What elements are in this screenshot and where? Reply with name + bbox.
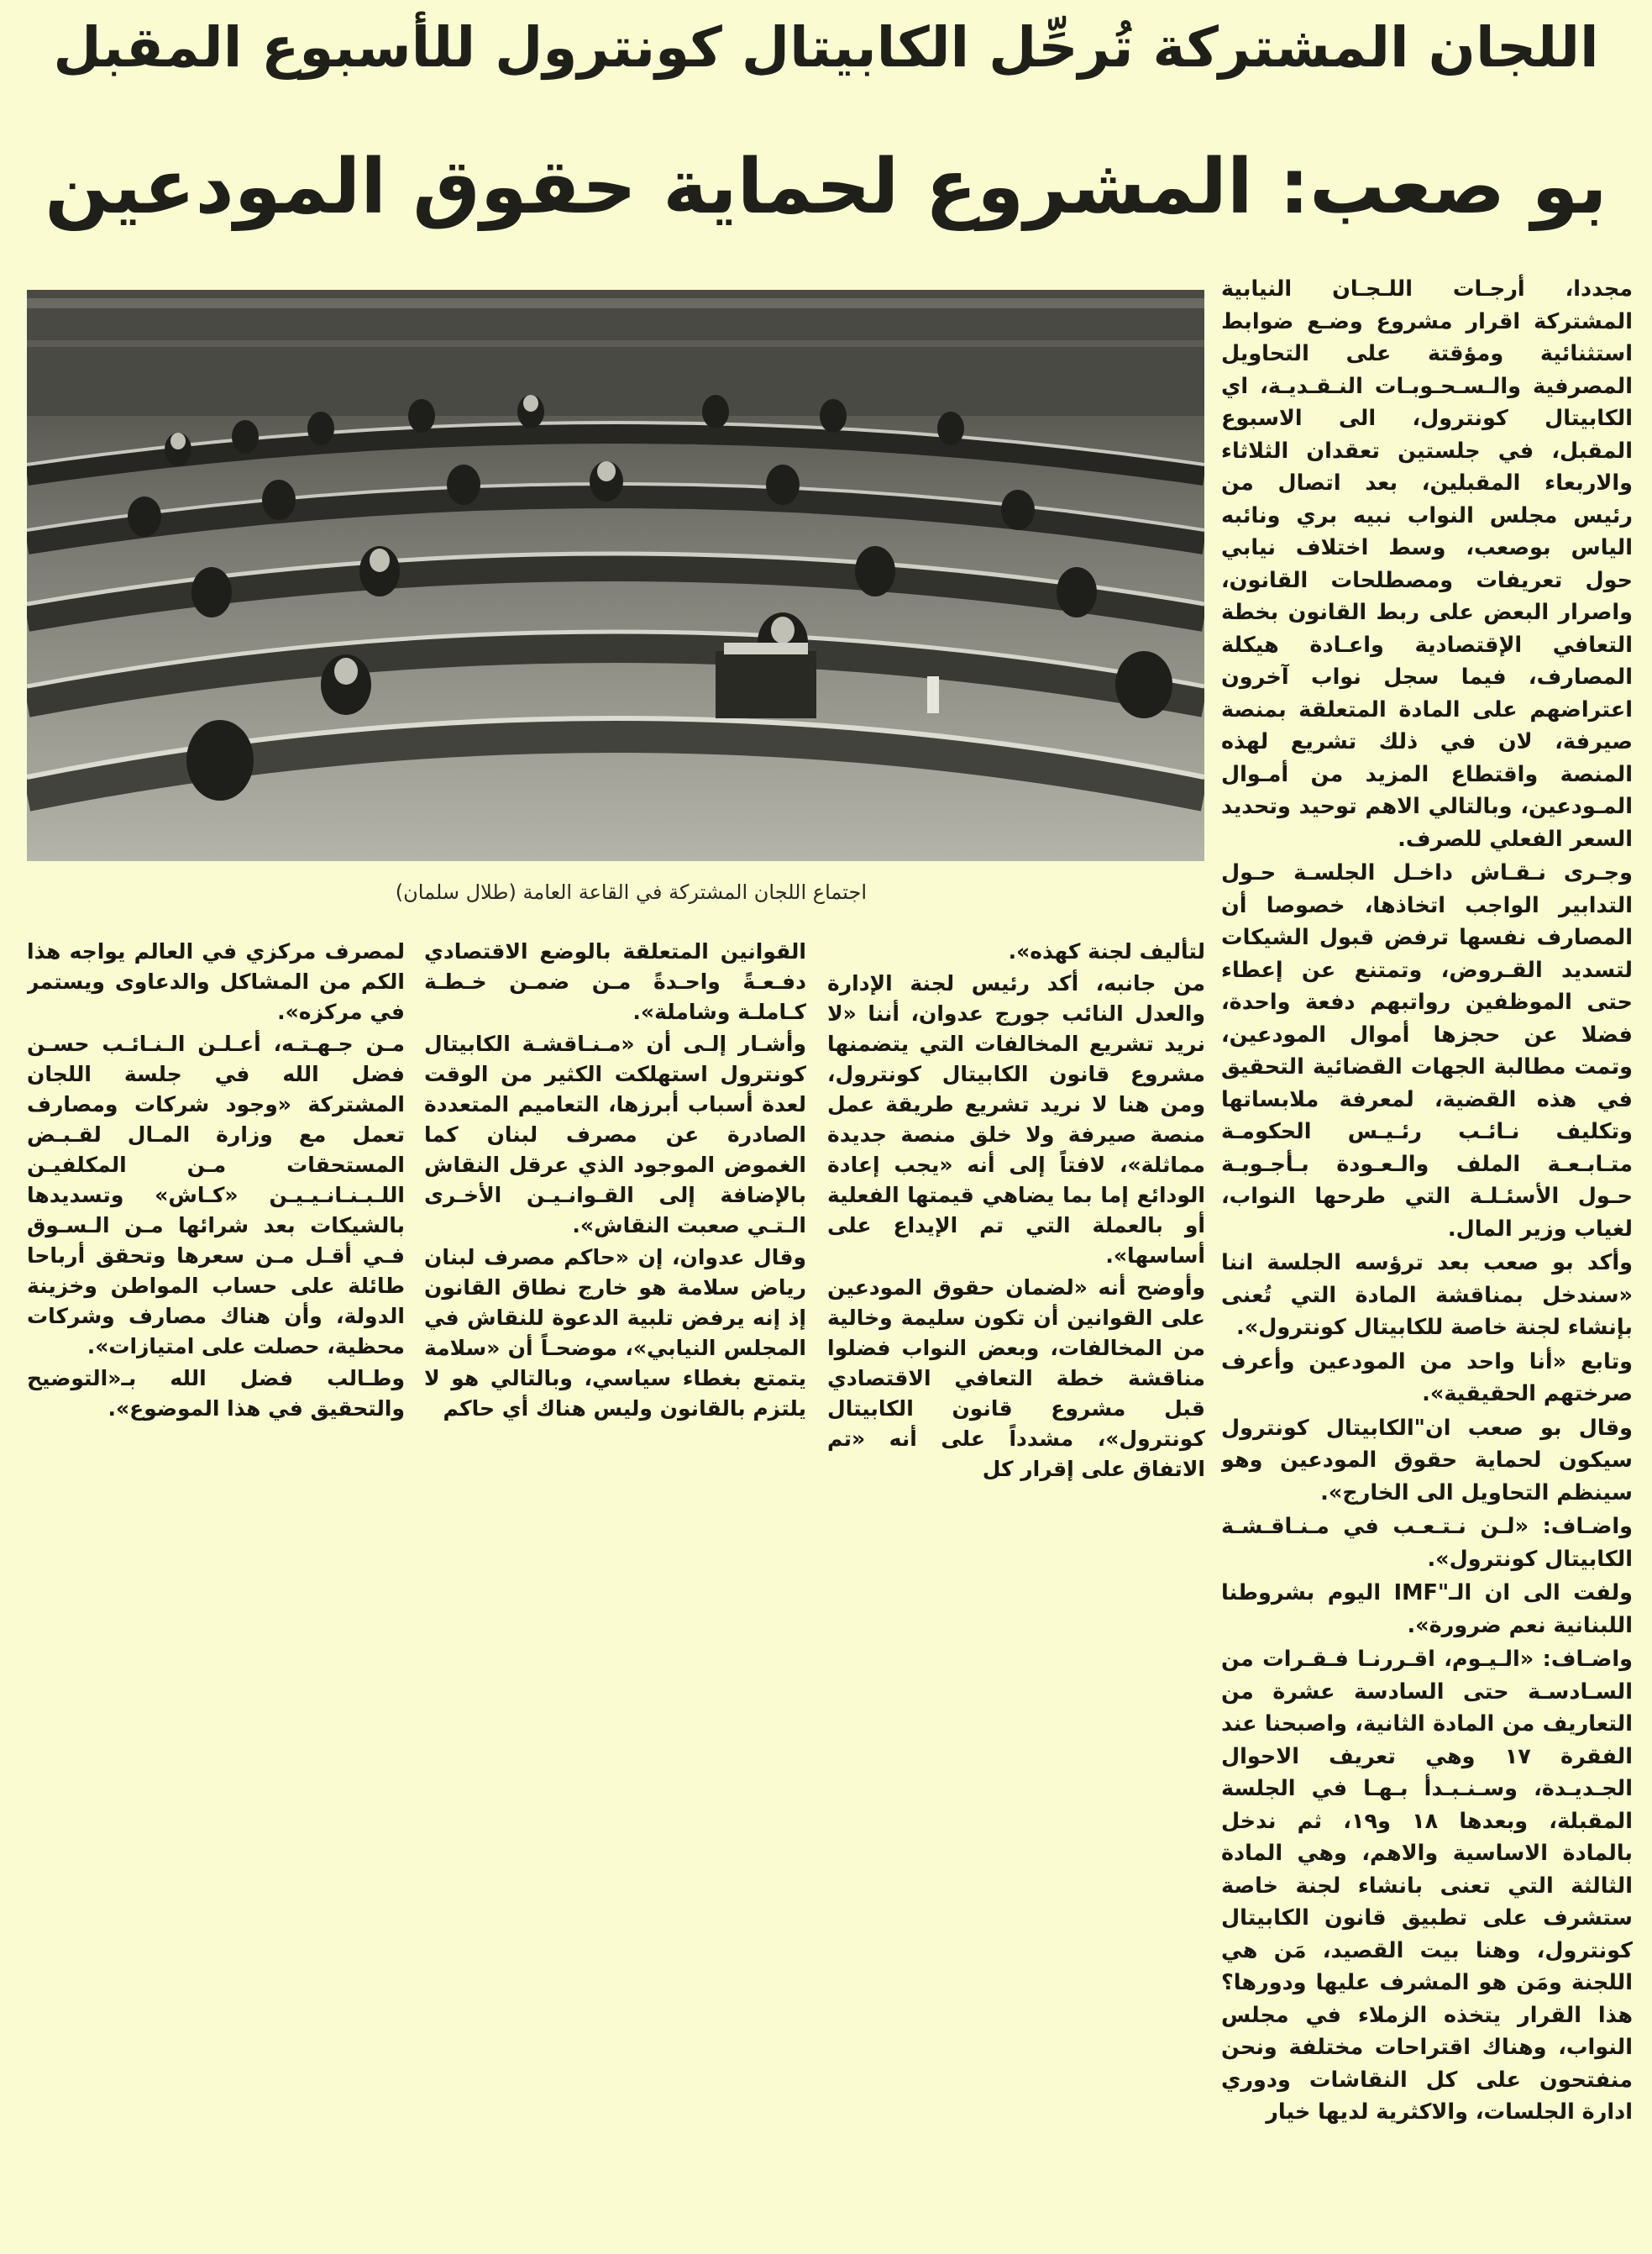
photo-caption: اجتماع اللجان المشتركة في القاعة العامة (طلال سلمان) [395, 880, 867, 904]
main-headline: بو صعب: المشروع لحماية حقوق المودعين [45, 143, 1607, 231]
kicker-headline: اللجان المشتركة تُرحِّل الكابيتال كونترول للأسبوع المقبل [53, 15, 1599, 80]
paragraph: القوانين المتعلقة بالوضع الاقتصادي دفـعـةً واحـدةً مـن ضمـن خـطـة كـاملـة وشاملة». [424, 939, 806, 1024]
article-column-right [1221, 273, 1633, 2243]
article-column-1 [827, 937, 1205, 1659]
paragraph: لمصرف مركزي في العالم يواجه هذا الكم من المشاكل والدعاوى ويستمر في مركزه». [27, 939, 405, 1024]
paragraph: وقال بو صعب ان"الكابيتال كونترول سيكون لحماية حقوق المودعين وهو سينظم التحاويل الى الخارج». [1221, 1415, 1633, 1505]
parliament-photo [27, 290, 1204, 861]
paragraph: واضـاف: «الـيـوم، اقـررنـا فـقـرات من السـادسـة حتى السادسة عشرة من التعاريف من المادة الثانية، واصبحنا عند الفقرة ١٧ وهي تعريف الاحوال الجـديـدة، وسـنـبـدأ بـهـا في الجلسة المقبلة، وبعدها ١٨ و١٩، ثم ندخل بالمادة الاساسية والاهم، وهي المادة الثالثة التي تعنى بانشاء لجنة خاصة ستشرف على تطبيق قانون الكابيتال كونترول، وهنا بيت القصيد، مَن هي اللجنة ومَن هو المشرف عليها ودورها؟ هذا القرار يتخذه الزملاء في مجلس النواب، وهناك اقتراحات مختلفة ونحن منفتحون على كل النقاشات ودوري ادارة الجلسات، والاكثرية لديها خيار [1221, 1647, 1633, 2125]
paragraph: وقال عدوان، إن «حاكم مصرف لبنان رياض سلامة هو خارج نطاق القانون إذ إنه يرفض تلبية الدعوة للنقاش في المجلس النيابي»، موضحـاً أن «سلامة يتمتع بغطاء سياسي، وبالتالي هو لا يلتزم بالقانون وليس هناك أي حاكم [424, 1245, 806, 1421]
paragraph: من جانبه، أكد رئيس لجنة الإدارة والعدل النائب جورج عدوان، أننا «لا نريد تشريع المخالفات التي يتضمنها مشروع قانون الكابيتال كونترول، ومن هنا لا نريد تشريع طريقة عمل منصة صيرفة ولا خلق منصة جديدة مماثلة»، لافتاً إلى أنه «يجب إعادة الودائع إما بما يضاهي قيمتها الفعلية أو بالعملة التي تم الإيداع على أساسها». [827, 971, 1205, 1268]
article-column-2 [424, 937, 806, 1659]
paragraph: ولفت الى ان الـ"IMF اليوم بشروطنا اللبنانية نعم ضرورة». [1221, 1580, 1633, 1638]
paragraph: واضـاف: «لـن نـتـعـب في مـنـاقـشـة الكابيتال كونترول». [1221, 1514, 1633, 1572]
paragraph: لتأليف لجنة كهذه». [1008, 939, 1205, 964]
paragraph: مـن جـهـتـه، أعـلـن الـنـائـب حسـن فضل الله في جلسة اللجان المشتركة «وجود شركات ومصارف تعمل مع وزارة المـال لقـبـض المستحقات مـن المكلفيـن اللـبـنـانـيـيـن «كـاش» وتسديدها بالشيكات بعد شرائها مـن الـسـوق فـي أقـل مـن سعرها وتحقق أرباحا طائلة على حساب المواطن وخزينة الدولة، وأن هناك مصارف وشركات محظية، حصلت على امتيازات». [27, 1032, 405, 1358]
article-column-3 [27, 937, 405, 1659]
paragraph: وتابع «أنا واحد من المودعين وأعرف صرختهم الحقيقية». [1221, 1348, 1633, 1406]
paragraph: وطـالب فضل الله بـ«التوضيح والتحقيق في هذا الموضوع». [27, 1366, 405, 1421]
paragraph: وجـرى نـقـاش داخـل الجلسـة حـول التدابير الواجب اتخاذها، خصوصا أن المصارف نفسها ترفض قبول الشيكات لتسديد القـروض، وتمتنع عن إعطاء حتى الموظفين رواتبهم دفعة واحدة، فضلا عن حجزها أموال المودعين، وتمت مطالبة الجهات القضائية التحقيق في هذه القضية، لمعرفة ملابساتها وتكليف نـائـب رئـيـس الحكومـة متـابـعـة الملف والـعـودة بـأجـوبـة حـول الأسئـلـة التي طرحها النواب، لغياب وزير المال. [1221, 860, 1633, 1242]
paragraph: وأشـار إلـى أن «مـنـاقشـة الكابيتال كونترول استهلكت الكثير من الوقت لعدة أسباب أبرزها، التعاميم المتعددة الصادرة عن مصرف لبنان كما الغموض الموجود الذي عرقل النقاش بالإضافة إلى القـوانـيـن الأخـرى الـتـي صعبت النقاش». [424, 1032, 806, 1237]
paragraph: مجددا، أرجـات اللـجـان النيابية المشتركة اقرار مشروع وضـع ضوابط استثنائية ومؤقتة على التحاويل المصرفية والـسـحـوبـات النـقـديـة، اي الكابيتال كونترول، الى الاسبوع المقبل، في جلستين تعقدان الثلاثاء والاربعاء المقبلين، بعد اتصال من رئيس مجلس النواب نبيه بري ونائبه الياس بوصعب، وسط اختلاف نيابي حول تعريفات ومصطلحات القانون، واصرار البعض على ربط القانون بخطة التعافي الإقتصادية واعـادة هيكلة المصارف، فيما سجل نواب آخرون اعتراضهم على المادة المتعلقة بمنصة صيرفة، لان في ذلك تشريع لهذه المنصة واقتطاع المزيد من أمـوال المـودعين، وبالتالي الاهم توحيد وتحديد السعر الفعلي للصرف. [1221, 276, 1633, 852]
paragraph: وأكد بو صعب بعد ترؤسه الجلسة اننا «سندخل بمناقشة المادة التي تُعنى بإنشاء لجنة خاصة للكابيتال كونترول». [1221, 1250, 1633, 1340]
paragraph: وأوضح أنه «لضمان حقوق المودعين على القوانين أن تكون سليمة وخالية من المخالفات، وبعض النواب فضلوا مناقشة خطة التعافي الاقتصادي قبل مشروع قانون الكابيتال كونترول»، مشدداً على أنه «تم الاتفاق على إقرار كل [827, 1275, 1205, 1481]
